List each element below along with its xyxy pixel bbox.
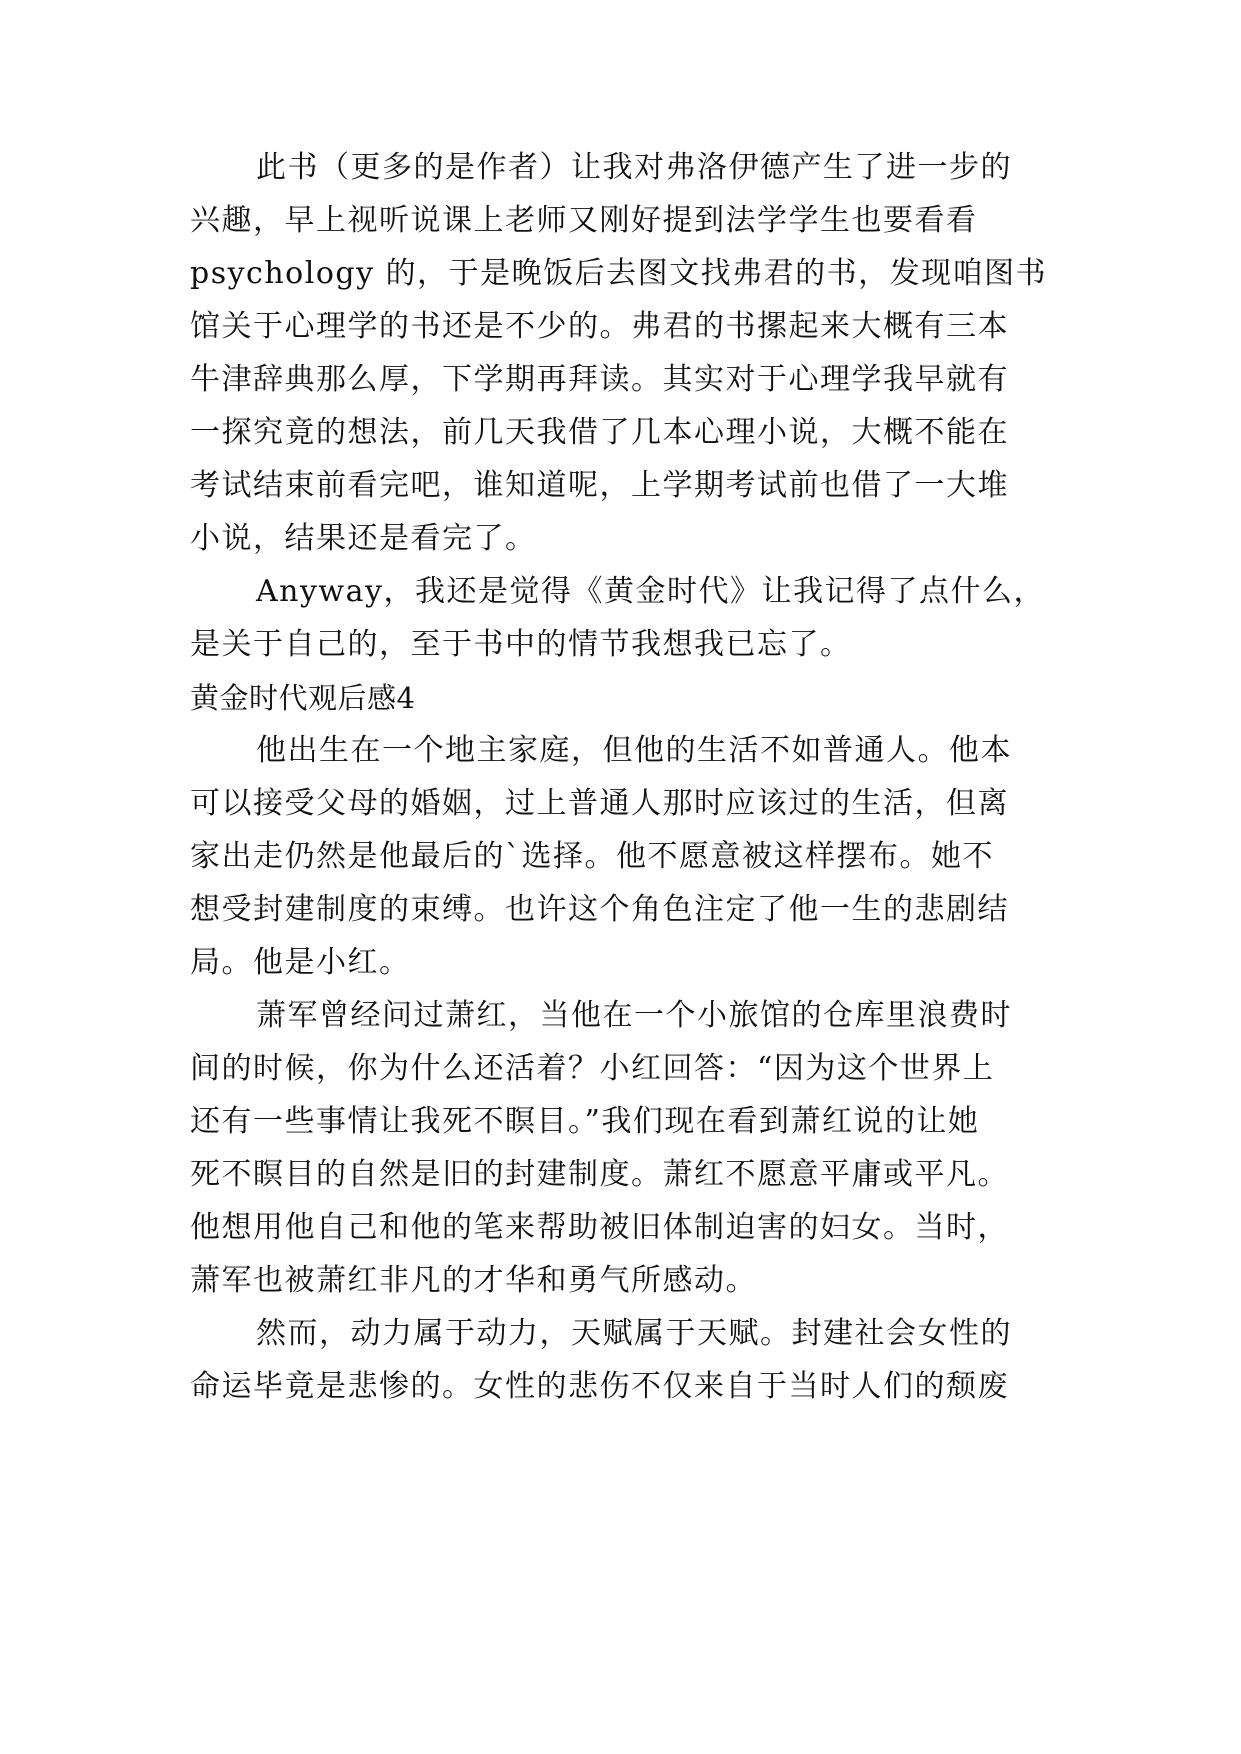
paragraph-5-line-2: 命运毕竟是悲惨的。女性的悲伤不仅来自于当时人们的颓废 <box>190 1369 1009 1404</box>
paragraph-1-line-5: 牛津辞典那么厚，下学期再拜读。其实对于心理学我早就有 <box>190 362 1009 397</box>
paragraph-2-line-2: 是关于自己的，至于书中的情节我想我已忘了。 <box>190 627 852 662</box>
paragraph-3-line-3: 家出走仍然是他最后的`选择。他不愿意被这样摆布。她不 <box>190 839 994 874</box>
paragraph-1-line-7: 考试结束前看完吧，谁知道呢，上学期考试前也借了一大堆 <box>190 468 1009 503</box>
paragraph-1-line-2: 兴趣，早上视听说课上老师又刚好提到法学学生也要看看 <box>190 203 978 238</box>
paragraph-3-line-5: 局。他是小红。 <box>190 945 411 980</box>
section-heading: 黄金时代观后感4 <box>190 681 416 715</box>
paragraph-1-line-4: 馆关于心理学的书还是不少的。弗君的书摞起来大概有三本 <box>190 309 1009 344</box>
paragraph-1-line-6: 一探究竟的想法，前几天我借了几本心理小说，大概不能在 <box>190 415 1009 450</box>
paragraph-3-line-4: 想受封建制度的束缚。也许这个角色注定了他一生的悲剧结 <box>190 892 1009 927</box>
paragraph-1-line-8: 小说，结果还是看完了。 <box>190 521 537 556</box>
paragraph-4-line-5: 他想用他自己和他的笔来帮助被旧体制迫害的妇女。当时， <box>190 1210 1009 1245</box>
paragraph-5-line-1: 然而，动力属于动力，天赋属于天赋。封建社会女性的 <box>256 1316 1012 1351</box>
paragraph-4-line-4: 死不瞑目的自然是旧的封建制度。萧红不愿意平庸或平凡。 <box>190 1157 1009 1192</box>
paragraph-4-line-2: 间的时候，你为什么还活着？小红回答：“因为这个世界上 <box>190 1051 995 1086</box>
paragraph-1-line-1: 此书（更多的是作者）让我对弗洛伊德产生了进一步的 <box>256 150 1012 185</box>
paragraph-3-line-1: 他出生在一个地主家庭，但他的生活不如普通人。他本 <box>256 733 1012 768</box>
paragraph-2-line-1: Anyway，我还是觉得《黄金时代》让我记得了点什么， <box>256 574 1045 609</box>
paragraph-4-line-6: 萧军也被萧红非凡的才华和勇气所感动。 <box>190 1263 757 1298</box>
paragraph-3-line-2: 可以接受父母的婚姻，过上普通人那时应该过的生活，但离 <box>190 786 1009 821</box>
paragraph-4-line-3: 还有一些事情让我死不瞑目。”我们现在看到萧红说的让她 <box>190 1104 980 1139</box>
paragraph-1-line-3: psychology 的，于是晚饭后去图文找弗君的书，发现咱图书 <box>190 256 1048 291</box>
paragraph-4-line-1: 萧军曾经问过萧红，当他在一个小旅馆的仓库里浪费时 <box>256 998 1012 1033</box>
